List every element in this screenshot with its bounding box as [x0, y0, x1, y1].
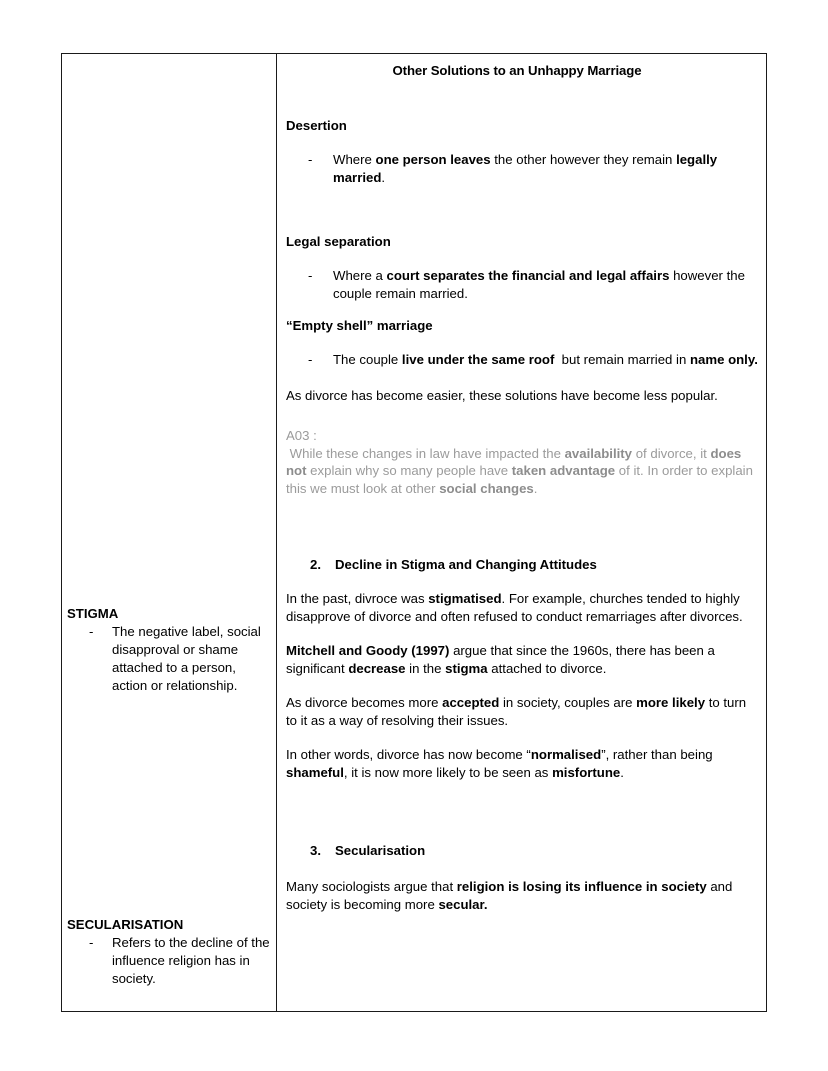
- list-item: [286, 351, 760, 369]
- desertion-list: [286, 151, 760, 187]
- key-term-stigma-title: STIGMA: [67, 606, 119, 621]
- section-3-number: 3.: [310, 842, 321, 858]
- key-term-stigma: [67, 605, 272, 695]
- key-term-stigma-list: [67, 623, 272, 695]
- dash-bullet-icon: -: [89, 623, 94, 639]
- legal-separation-bullet-text: Where a court separates the financial and legal affairs however the couple remain married.: [333, 267, 745, 301]
- section-2-paragraph-3: As divorce becomes more accepted in society, couples are more likely to turn to it as a way of resolving their issues.: [286, 695, 747, 728]
- empty-shell-list: [286, 351, 760, 369]
- list-item: [67, 934, 272, 988]
- dash-bullet-icon: -: [89, 934, 94, 950]
- dash-bullet-icon: -: [308, 351, 313, 367]
- list-item: [286, 842, 760, 860]
- key-term-secularisation: [67, 916, 272, 988]
- key-terms-column: [62, 54, 277, 1011]
- key-term-secularisation-list: [67, 934, 272, 988]
- desertion-bullet-text: Where one person leaves the other however they remain legally married.: [333, 152, 718, 186]
- key-term-secularisation-definition: Refers to the decline of the influence religion has in society.: [112, 934, 270, 986]
- dash-bullet-icon: -: [308, 152, 313, 168]
- solutions-note-paragraph: As divorce has become easier, these solutions have become less popular.: [286, 387, 718, 403]
- section-2-number: 2.: [310, 557, 321, 573]
- section-2-heading: [286, 556, 760, 574]
- a03-evaluation-block: [286, 427, 760, 499]
- list-item: [67, 623, 272, 695]
- section-2-paragraph-2: Mitchell and Goody (1997) argue that since the 1960s, there has been a significant decrease in the stigma attached to divorce.: [286, 643, 715, 677]
- section-3-paragraph-1: Many sociologists argue that religion is losing its influence in society and society is becoming more secular.: [286, 878, 733, 912]
- heading-legal-separation: Legal separation: [286, 234, 391, 250]
- heading-desertion: Desertion: [286, 118, 347, 134]
- key-term-stigma-definition: The negative label, social disapproval or shame attached to a person, action or relationship.: [112, 623, 261, 693]
- empty-shell-bullet-text: The couple live under the same roof but remain married in name only.: [333, 351, 758, 367]
- heading-empty-shell-marriage: “Empty shell” marriage: [286, 317, 433, 333]
- section-2-paragraph-4: In other words, divorce has now become “normalised”, rather than being shameful, it is now more likely to be seen as misfortune.: [286, 746, 713, 780]
- list-item: [286, 267, 760, 303]
- a03-text: While these changes in law have impacted the availability of divorce, it does not explain why so many people have taken advantage of it. In order to explain this we must look at other social changes.: [286, 445, 757, 497]
- key-term-secularisation-title: SECULARISATION: [67, 917, 184, 932]
- notes-content-column: [277, 54, 766, 1011]
- a03-label: A03 :: [286, 427, 317, 443]
- section-2-paragraph-1: In the past, divroce was stigmatised. For example, churches tended to highly disapprove of divorce and often refused to conduct remarriages after divorces.: [286, 591, 743, 625]
- section-3-heading: [286, 842, 760, 860]
- list-item: [286, 151, 760, 187]
- section-2-title: Decline in Stigma and Changing Attitudes: [335, 557, 597, 573]
- dash-bullet-icon: -: [308, 267, 313, 283]
- notes-table: [61, 53, 767, 1012]
- legal-separation-list: [286, 267, 760, 303]
- section-3-title: Secularisation: [335, 842, 426, 858]
- page-title: Other Solutions to an Unhappy Marriage: [392, 63, 642, 78]
- list-item: [286, 556, 760, 574]
